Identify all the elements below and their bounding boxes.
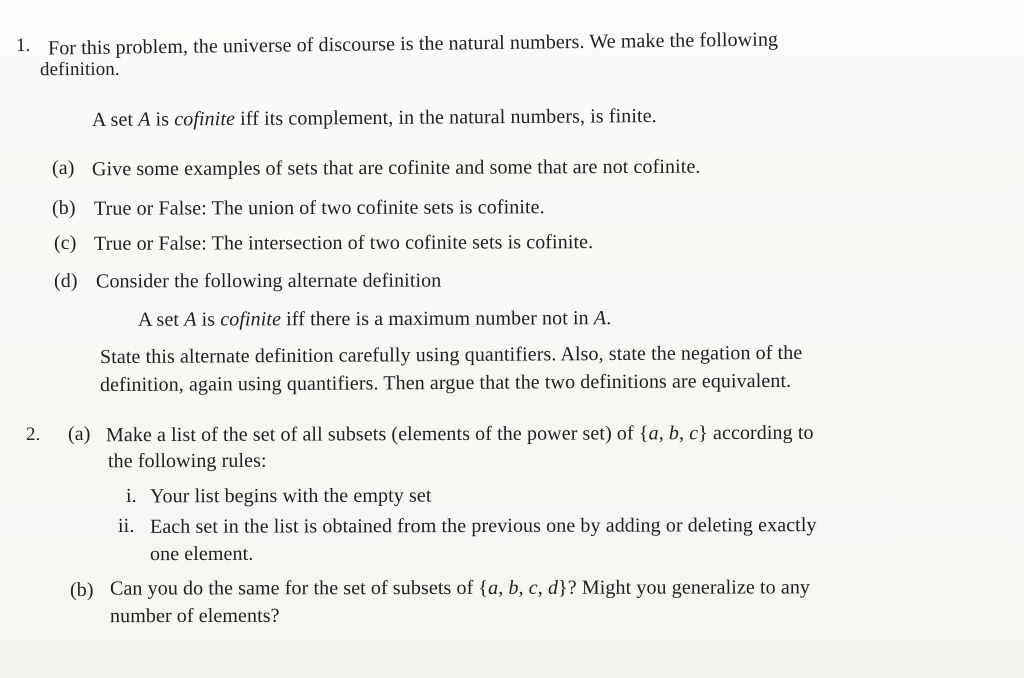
alternate-definition-set-symbol: A [184, 308, 197, 331]
problem-2-part-a-set-open: { [638, 422, 649, 445]
problem-2-part-a-set-c: c [689, 422, 699, 445]
alternate-definition-line [138, 308, 611, 330]
problem-1-intro-line-1: For this problem, the universe of discourse is the natural numbers. We make the following [47, 28, 779, 60]
problem-1-intro-line-2: definition. [39, 58, 120, 81]
problem-2-part-b-comma-3: , [537, 576, 548, 599]
problem-2-part-a-comma-1: , [658, 422, 669, 445]
problem-2-part-b-label: (b) [69, 578, 94, 602]
part-d-instruction-line-2: definition, again using quantifiers. Then argue that the two definitions are equivalent. [99, 369, 792, 397]
problem-2-part-b-line-1-suffix: Might you generalize to any [576, 576, 811, 599]
problem-2-part-a-line-2: the following rules: [107, 449, 267, 473]
problem-2-part-a-set-b: b [668, 422, 680, 445]
problem-2-part-b-set-c: c [528, 576, 538, 599]
problem-2-part-a-line-1-suffix: according to [707, 421, 814, 445]
problem-2-part-b-line-1 [110, 577, 810, 598]
cofinite-definition-tail: iff its complement, in the natural numbers, is finite. [234, 105, 657, 130]
alternate-definition-end: . [606, 307, 612, 330]
problem-2-part-a-set-close: } [698, 422, 708, 445]
problem-2-part-b-line-1-prefix: Can you do the same for the set of subsets of [109, 576, 479, 600]
problem-1-part-a-text: Give some examples of sets that are cofinite and some that are not cofinite. [91, 155, 701, 181]
problem-2-part-b-set-a: a [488, 576, 499, 599]
alternate-definition-lead: A set [137, 308, 185, 331]
cofinite-definition-line [92, 106, 657, 130]
problem-2-part-a-comma-2: , [678, 422, 690, 445]
cofinite-definition-middle: is [150, 108, 175, 131]
problem-1-part-c-label: (c) [53, 231, 77, 255]
problem-2-part-b-comma-1: , [498, 576, 509, 599]
problem-2-part-a-line-1 [106, 423, 814, 445]
cofinite-definition-lead: A set [91, 108, 139, 131]
problem-2-part-b-set-b: b [508, 576, 519, 599]
problem-2-part-b-set-close: }? [558, 576, 577, 599]
problem-2-rule-ii-line-2: one element. [149, 542, 254, 566]
problem-1-part-d-text: Consider the following alternate definition [95, 269, 442, 293]
problem-2-part-b-comma-2: , [518, 576, 529, 599]
problem-1-part-a-label: (a) [51, 156, 75, 180]
problem-1-part-c-text: True or False: The intersection of two cofinite sets is cofinite. [93, 231, 594, 255]
problem-2-part-a-line-1-prefix: Make a list of the set of all subsets (elements of the power set) of [105, 422, 639, 447]
problem-1-part-d-label: (d) [53, 269, 78, 293]
problem-2-rule-ii-line-1: Each set in the list is obtained from the previous one by adding or deleting exactly [149, 514, 817, 538]
problem-1-number: 1. [15, 34, 31, 57]
problem-2-part-a-label: (a) [67, 422, 91, 446]
alternate-definition-middle: is [196, 308, 221, 331]
problem-2-rule-i-label: i. [125, 484, 137, 508]
alternate-definition-tail: iff there is a maximum number not in [280, 307, 594, 331]
problem-2-rule-i-text: Your list begins with the empty set [149, 484, 432, 508]
part-d-instruction-line-1: State this alternate definition carefully using quantifiers. Also, state the negation of the [99, 341, 803, 369]
problem-2-part-b-set-d: d [547, 576, 559, 599]
problem-1-part-b-label: (b) [51, 196, 76, 220]
cofinite-definition-set-symbol: A [138, 108, 151, 131]
problem-2-number: 2. [25, 423, 41, 446]
problem-2-rule-ii-label: ii. [117, 514, 135, 538]
cofinite-definition-term: cofinite [174, 107, 236, 131]
problem-2-part-a-set-a: a [648, 422, 659, 445]
alternate-definition-term: cofinite [220, 308, 282, 331]
problem-1-part-b-text: True or False: The union of two cofinite sets is cofinite. [93, 196, 545, 220]
problem-2-part-b-line-2: number of elements? [109, 604, 280, 628]
alternate-definition-tail-symbol: A [593, 307, 607, 330]
problem-2-part-b-set-open: { [478, 576, 489, 599]
